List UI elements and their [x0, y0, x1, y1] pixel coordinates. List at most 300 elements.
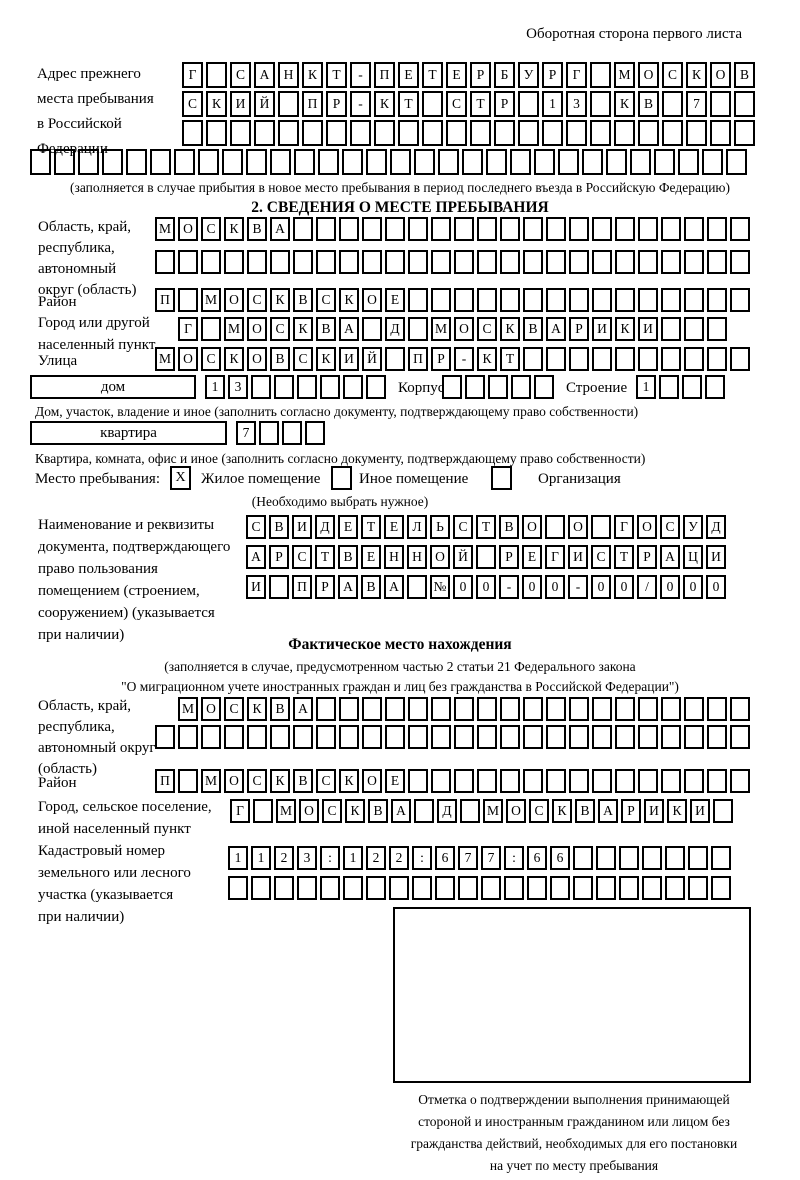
char-cell: О [247, 347, 267, 371]
char-cell: Ь [430, 515, 450, 539]
char-cell [343, 876, 363, 900]
char-cell: В [368, 799, 388, 823]
char-cell [642, 876, 662, 900]
char-cell [573, 876, 593, 900]
char-cell [362, 317, 382, 341]
label-line: иной населенный пункт [38, 821, 191, 837]
char-cell [222, 149, 243, 175]
char-cell [592, 347, 612, 371]
char-cell: 0 [683, 575, 703, 599]
char-cell: 0 [660, 575, 680, 599]
char-cell [155, 250, 175, 274]
char-cell [316, 725, 336, 749]
char-cell: С [270, 317, 290, 341]
char-cell: А [339, 317, 359, 341]
label-line: автономный [38, 261, 117, 277]
char-cell [710, 91, 731, 117]
char-cell [274, 876, 294, 900]
char-cell [251, 375, 271, 399]
char-cell [707, 347, 727, 371]
char-cell: М [201, 288, 221, 312]
char-cell: Т [422, 62, 443, 88]
char-cell: Е [361, 545, 381, 569]
char-cell: С [201, 347, 221, 371]
checkbox-other-premises [331, 466, 352, 490]
char-cell [615, 288, 635, 312]
char-cell [126, 149, 147, 175]
korpus-label: Корпус [398, 380, 445, 396]
char-cell [500, 769, 520, 793]
char-cell: В [293, 769, 313, 793]
char-cell [615, 697, 635, 721]
char-cell: С [230, 62, 251, 88]
char-cell [278, 120, 299, 146]
label-line: Отметка о подтверждении выполнения принимающей [418, 1092, 730, 1107]
char-cell [155, 725, 175, 749]
char-cell [534, 375, 554, 399]
char-cell [592, 250, 612, 274]
char-cell: Р [431, 347, 451, 371]
label-line: в Российской [37, 116, 122, 132]
char-cell [638, 347, 658, 371]
char-cell [546, 697, 566, 721]
char-cell [569, 725, 589, 749]
char-cell: Н [384, 545, 404, 569]
char-cell: Т [398, 91, 419, 117]
char-cell [523, 769, 543, 793]
char-cell: С [662, 62, 683, 88]
char-cell [339, 697, 359, 721]
char-cell [518, 91, 539, 117]
char-cell [661, 250, 681, 274]
actual-district-row [155, 769, 753, 793]
char-cell [661, 725, 681, 749]
char-cell [422, 91, 443, 117]
actual-location-note [0, 657, 800, 697]
char-cell [362, 250, 382, 274]
char-cell [278, 91, 299, 117]
char-cell: П [374, 62, 395, 88]
char-cell [224, 250, 244, 274]
char-cell [711, 846, 731, 870]
char-cell [454, 725, 474, 749]
char-cell [684, 250, 704, 274]
char-cell: О [637, 515, 657, 539]
char-cell: В [270, 347, 290, 371]
char-cell [684, 725, 704, 749]
char-cell [408, 288, 428, 312]
label-line: гражданства действий, необходимых для его постановки [410, 1136, 738, 1151]
prev-address-row-4 [30, 149, 750, 175]
char-cell [654, 149, 675, 175]
char-cell: М [155, 217, 175, 241]
char-cell [342, 149, 363, 175]
char-cell: С [247, 288, 267, 312]
char-cell: О [247, 317, 267, 341]
char-cell: О [522, 515, 542, 539]
char-cell: 3 [566, 91, 587, 117]
char-cell: Д [706, 515, 726, 539]
char-cell [662, 91, 683, 117]
char-cell [102, 149, 123, 175]
region-field-label [38, 217, 136, 301]
char-cell: У [683, 515, 703, 539]
region-row-1 [155, 217, 753, 241]
stroenie-cells [636, 375, 728, 399]
actual-district-field-label: Район [38, 775, 77, 791]
char-cell: 7 [458, 846, 478, 870]
char-cell: А [338, 575, 358, 599]
char-cell: О [201, 697, 221, 721]
char-cell: К [302, 62, 323, 88]
label-line: Наименование и реквизиты [38, 517, 215, 533]
char-cell: Т [476, 515, 496, 539]
char-cell [730, 250, 750, 274]
char-cell [730, 697, 750, 721]
char-cell [282, 421, 302, 445]
char-cell [573, 846, 593, 870]
char-cell [390, 149, 411, 175]
char-cell [251, 876, 271, 900]
char-cell: К [667, 799, 687, 823]
char-cell: С [316, 288, 336, 312]
char-cell [435, 876, 455, 900]
char-cell [178, 250, 198, 274]
char-cell: Е [446, 62, 467, 88]
city-row [178, 317, 730, 341]
char-cell: А [391, 799, 411, 823]
label-line: Область, край, [38, 219, 132, 235]
char-cell [431, 697, 451, 721]
house-type-box: дом [30, 375, 196, 399]
char-cell [615, 250, 635, 274]
char-cell [500, 217, 520, 241]
char-cell: И [568, 545, 588, 569]
char-cell [734, 120, 755, 146]
char-cell: Д [437, 799, 457, 823]
stroenie-label: Строение [566, 380, 628, 396]
char-cell [702, 149, 723, 175]
char-cell: : [412, 846, 432, 870]
char-cell [615, 217, 635, 241]
char-cell [711, 876, 731, 900]
char-cell [615, 347, 635, 371]
char-cell: Р [542, 62, 563, 88]
char-cell [326, 120, 347, 146]
char-cell [707, 725, 727, 749]
char-cell [592, 725, 612, 749]
char-cell: И [246, 575, 266, 599]
char-cell [259, 421, 279, 445]
actual-city-field-label [38, 796, 212, 840]
char-cell [682, 375, 702, 399]
char-cell: И [706, 545, 726, 569]
document-row-1 [246, 515, 729, 539]
char-cell [545, 515, 565, 539]
char-cell: С [529, 799, 549, 823]
char-cell [398, 120, 419, 146]
char-cell: К [374, 91, 395, 117]
char-cell: С [477, 317, 497, 341]
char-cell: М [201, 769, 221, 793]
char-cell [591, 515, 611, 539]
document-field-label [38, 514, 230, 646]
actual-city-row [230, 799, 736, 823]
label-line: населенный пункт [38, 337, 156, 353]
char-cell: К [270, 769, 290, 793]
char-cell [385, 725, 405, 749]
char-cell: Н [278, 62, 299, 88]
char-cell [362, 697, 382, 721]
char-cell: А [598, 799, 618, 823]
label-line: право пользования [38, 561, 158, 577]
section2-heading: 2. СВЕДЕНИЯ О МЕСТЕ ПРЕБЫВАНИЯ [251, 199, 549, 216]
char-cell: С [446, 91, 467, 117]
char-cell: В [270, 697, 290, 721]
char-cell [454, 288, 474, 312]
char-cell [686, 120, 707, 146]
char-cell: 7 [481, 846, 501, 870]
char-cell: С [453, 515, 473, 539]
char-cell: 0 [522, 575, 542, 599]
char-cell: 1 [542, 91, 563, 117]
char-cell [228, 876, 248, 900]
char-cell [412, 876, 432, 900]
char-cell: К [339, 288, 359, 312]
char-cell: 2 [274, 846, 294, 870]
char-cell: П [302, 91, 323, 117]
char-cell: 3 [297, 846, 317, 870]
char-cell [454, 697, 474, 721]
char-cell: 2 [366, 846, 386, 870]
char-cell [458, 876, 478, 900]
prev-address-row-3 [182, 120, 758, 146]
char-cell [477, 288, 497, 312]
char-cell: О [299, 799, 319, 823]
char-cell [178, 769, 198, 793]
char-cell [590, 62, 611, 88]
char-cell: : [320, 846, 340, 870]
char-cell: К [270, 288, 290, 312]
label-line: Область, край, [38, 698, 132, 714]
char-cell [734, 91, 755, 117]
char-cell [477, 250, 497, 274]
char-cell: А [660, 545, 680, 569]
char-cell [684, 347, 704, 371]
char-cell: Й [362, 347, 382, 371]
korpus-cells [442, 375, 557, 399]
document-row-2 [246, 545, 729, 569]
char-cell [546, 347, 566, 371]
char-cell [174, 149, 195, 175]
char-cell [316, 697, 336, 721]
char-cell [408, 250, 428, 274]
char-cell: И [230, 91, 251, 117]
apartment-caption: Квартира, комната, офис и иное (заполнить согласно документу, подтверждающему право собственности) [35, 451, 646, 466]
label-line: (заполняется в случае, предусмотренном частью 2 статьи 21 Федерального закона [164, 659, 636, 674]
char-cell: Р [326, 91, 347, 117]
char-cell [710, 120, 731, 146]
char-cell [339, 725, 359, 749]
label-line: помещением (строением, [38, 583, 200, 599]
char-cell [318, 149, 339, 175]
char-cell: Р [621, 799, 641, 823]
char-cell: А [254, 62, 275, 88]
label-line: Кадастровый номер [38, 843, 165, 859]
char-cell [343, 375, 363, 399]
char-cell: М [276, 799, 296, 823]
char-cell: О [454, 317, 474, 341]
char-cell [494, 120, 515, 146]
char-cell [550, 876, 570, 900]
char-cell: М [155, 347, 175, 371]
char-cell: С [182, 91, 203, 117]
char-cell: 0 [591, 575, 611, 599]
char-cell: К [316, 347, 336, 371]
char-cell [339, 217, 359, 241]
char-cell [470, 120, 491, 146]
char-cell: Г [545, 545, 565, 569]
checkbox-residential: X [170, 466, 191, 490]
label-line: республика, [38, 240, 115, 256]
char-cell [527, 876, 547, 900]
district-row [155, 288, 753, 312]
char-cell [661, 347, 681, 371]
char-cell [224, 725, 244, 749]
char-cell: С [660, 515, 680, 539]
label-line: участка (указывается [38, 887, 174, 903]
char-cell [642, 846, 662, 870]
char-cell: И [592, 317, 612, 341]
char-cell [688, 876, 708, 900]
label-line: на учет по месту пребывания [489, 1158, 659, 1173]
char-cell [511, 375, 531, 399]
actual-location-heading: Фактическое место нахождения [288, 636, 512, 653]
char-cell: 6 [435, 846, 455, 870]
char-cell [707, 217, 727, 241]
char-cell: О [506, 799, 526, 823]
char-cell [592, 217, 612, 241]
char-cell [713, 799, 733, 823]
char-cell [638, 725, 658, 749]
char-cell [678, 149, 699, 175]
char-cell [414, 149, 435, 175]
char-cell [302, 120, 323, 146]
char-cell: № [430, 575, 450, 599]
cadastral-field-label [38, 840, 191, 928]
char-cell: О [362, 288, 382, 312]
char-cell [54, 149, 75, 175]
char-cell: И [644, 799, 664, 823]
char-cell: Т [614, 545, 634, 569]
char-cell [596, 876, 616, 900]
char-cell [590, 91, 611, 117]
label-line: республика, [38, 719, 115, 735]
char-cell [558, 149, 579, 175]
char-cell: К [477, 347, 497, 371]
char-cell [481, 876, 501, 900]
label-line: Город, сельское поселение, [38, 799, 212, 815]
char-cell [476, 545, 496, 569]
char-cell [661, 769, 681, 793]
char-cell [462, 149, 483, 175]
char-cell: К [614, 91, 635, 117]
char-cell: Т [326, 62, 347, 88]
char-cell [274, 375, 294, 399]
char-cell [665, 846, 685, 870]
char-cell [407, 575, 427, 599]
label-line: Адрес прежнего [37, 66, 141, 82]
street-field-label: Улица [38, 353, 78, 369]
char-cell: С [201, 217, 221, 241]
char-cell [389, 876, 409, 900]
char-cell [206, 120, 227, 146]
char-cell [247, 725, 267, 749]
char-cell: П [408, 347, 428, 371]
char-cell [385, 217, 405, 241]
char-cell: Е [384, 515, 404, 539]
char-cell: Г [230, 799, 250, 823]
char-cell [661, 317, 681, 341]
char-cell: К [224, 347, 244, 371]
prev-address-caption: (заполняется в случае прибытия в новое место пребывания в период последнего въезда в Российскую Федерацию) [69, 180, 731, 195]
char-cell: С [591, 545, 611, 569]
char-cell [518, 120, 539, 146]
char-cell: Р [637, 545, 657, 569]
label-line: места пребывания [37, 91, 154, 107]
char-cell: Е [385, 288, 405, 312]
char-cell: В [247, 217, 267, 241]
char-cell: - [499, 575, 519, 599]
option-organization-label: Организация [538, 471, 621, 487]
char-cell [546, 769, 566, 793]
char-cell [270, 725, 290, 749]
char-cell: И [690, 799, 710, 823]
char-cell: К [552, 799, 572, 823]
char-cell [569, 347, 589, 371]
char-cell [688, 846, 708, 870]
char-cell [638, 769, 658, 793]
char-cell [500, 697, 520, 721]
char-cell [454, 217, 474, 241]
char-cell: Е [522, 545, 542, 569]
char-cell: В [734, 62, 755, 88]
char-cell: 1 [228, 846, 248, 870]
checkbox-organization [491, 466, 512, 490]
char-cell [431, 288, 451, 312]
page-side-note: Оборотная сторона первого листа [526, 26, 742, 42]
char-cell [230, 120, 251, 146]
char-cell [294, 149, 315, 175]
char-cell [569, 217, 589, 241]
char-cell: К [345, 799, 365, 823]
char-cell [431, 217, 451, 241]
char-cell: - [454, 347, 474, 371]
char-cell: 0 [476, 575, 496, 599]
char-cell [254, 120, 275, 146]
char-cell [198, 149, 219, 175]
char-cell [534, 149, 555, 175]
confirmation-stamp-box [393, 907, 751, 1083]
char-cell [270, 149, 291, 175]
char-cell [684, 288, 704, 312]
apartment-number-cells [236, 421, 328, 445]
char-cell [362, 217, 382, 241]
char-cell [201, 317, 221, 341]
char-cell [366, 375, 386, 399]
char-cell: А [293, 697, 313, 721]
char-cell [247, 250, 267, 274]
